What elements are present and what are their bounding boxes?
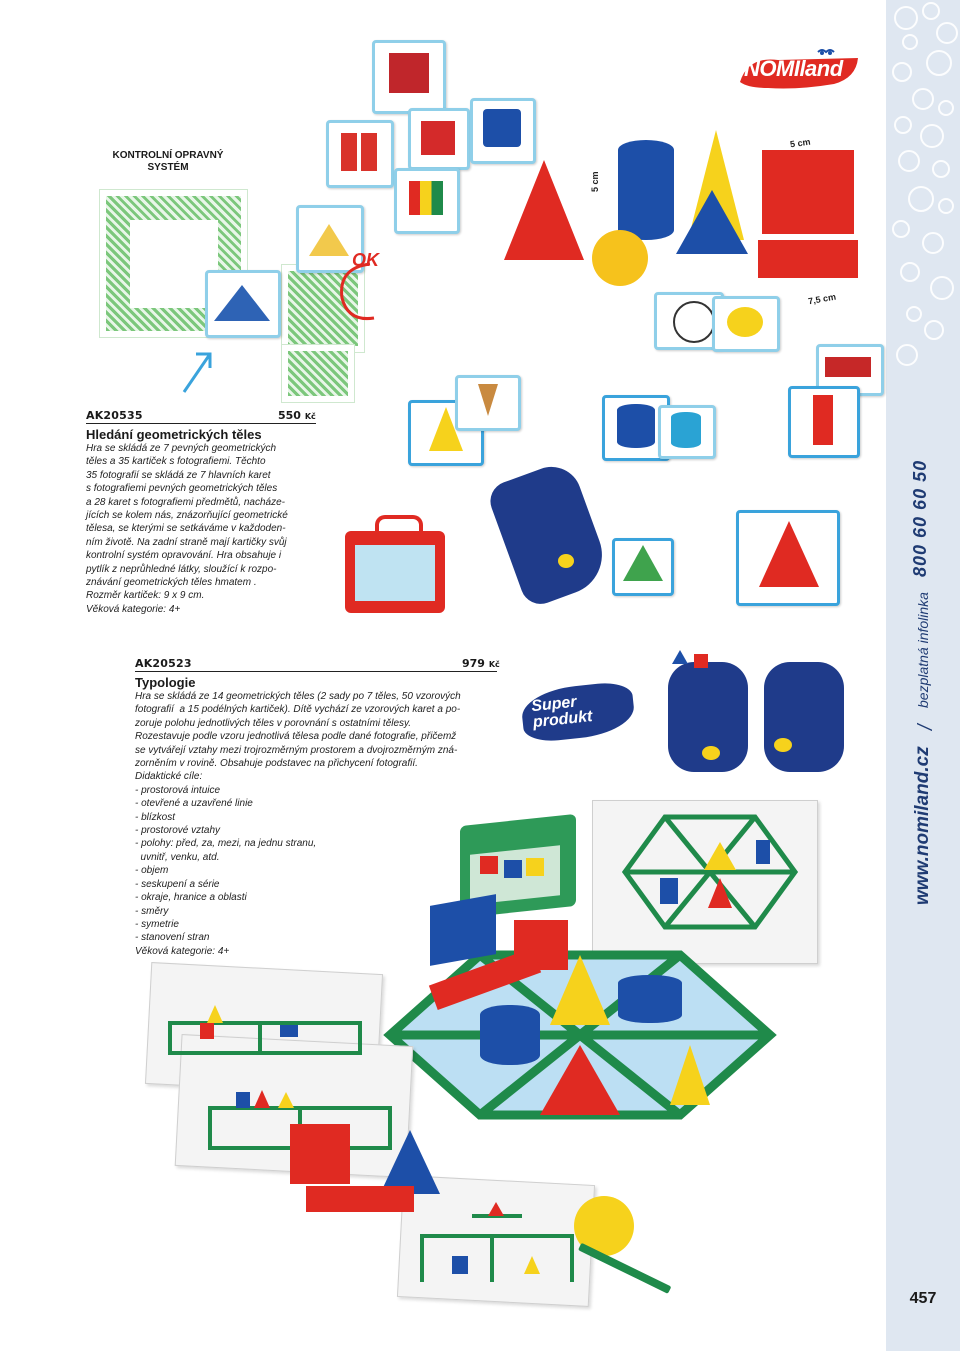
stick-layout-1 (160, 995, 370, 1065)
page-number: 457 (909, 1290, 937, 1307)
description-line: kontrolní systém opravování. Hra obsahuje i (86, 550, 282, 562)
description-line: a 28 karet s fotografiemi předmětů, nacháze- (86, 496, 285, 508)
case-photo (345, 515, 445, 615)
description-line: 35 fotografií se skládá ze 7 hlavních karet (86, 469, 271, 481)
super-product-badge (522, 686, 634, 738)
bubble-decoration (924, 320, 944, 340)
green-stick (578, 1243, 671, 1294)
divider-line (86, 423, 316, 424)
bubble-decoration (892, 62, 912, 82)
bubble-decoration (922, 232, 944, 254)
description-line: - prostorová intuice (135, 784, 221, 796)
product-title: Typologie (135, 675, 196, 690)
bubble-decoration (900, 262, 920, 282)
description-line: Hra se skládá ze 14 geometrických těles (2 sady po 7 těles, 50 vzorových (135, 691, 461, 702)
bubble-decoration (938, 100, 954, 116)
divider-line (135, 671, 497, 672)
product-description (86, 442, 316, 616)
red-cube-solid (290, 1124, 350, 1184)
description-line: těles a 35 kartiček s fotografiemi. Těchto (86, 456, 266, 468)
two-bags-photo (668, 650, 858, 790)
bubble-decoration (906, 306, 922, 322)
bubble-decoration (920, 124, 944, 148)
bubble-decoration (926, 50, 952, 76)
description-line: - seskupení a série (135, 878, 220, 890)
dimension-label: 5 cm (789, 136, 812, 150)
control-system-label: KONTROLNÍ OPRAVNÝ SYSTÉM (112, 150, 224, 173)
yellow-sphere (592, 230, 648, 286)
bubble-decoration (922, 2, 940, 20)
red-cuboid (758, 240, 858, 278)
product-price (462, 657, 500, 670)
dimension-label: 7,5 cm (807, 291, 837, 307)
infoline-label: bezplatná infolinka (915, 592, 931, 708)
bubble-decoration (898, 150, 920, 172)
hexagon-stick-layout (620, 812, 800, 932)
bubble-decoration (932, 160, 950, 178)
photo-card-present (326, 120, 394, 188)
photo-card-pyramid (736, 510, 840, 606)
description-line: fotografií a 15 podélných kartiček). Dítě vychází ze vzorových karet a po- (135, 704, 461, 716)
photo-card-cuboid (788, 386, 860, 458)
price-value: 550 (278, 409, 301, 422)
dimension-label: 5 cm (590, 171, 600, 192)
description-line: - stanovení stran (135, 932, 210, 944)
bubble-decoration (892, 220, 910, 238)
description-line: - symetrie (135, 918, 179, 930)
description-line: zorněním v rovině. Obsahuje podstavec na přichycení fotografií. (135, 758, 418, 770)
red-cube (762, 150, 854, 234)
blue-cylinder (618, 140, 674, 240)
description-line: Hra se skládá ze 7 pevných geometrických (86, 443, 277, 454)
description-line: pytlík z neprůhledné látky, sloužící k rozpo- (86, 563, 277, 575)
stick-layout-3 (412, 1196, 582, 1292)
infoline-number[interactable]: 800 60 60 50 (910, 459, 930, 577)
photo-card-layered-cone (612, 538, 674, 596)
super-product-text: Super produkt (530, 693, 594, 732)
description-line: ním životě. Na zadní straně mají kartičky svůj (86, 536, 287, 548)
description-line: - okraje, hranice a oblasti (135, 892, 247, 904)
product-title: Hledání geometrických těles (86, 427, 262, 442)
bubble-decoration (938, 198, 954, 214)
red-pyramid (504, 160, 584, 260)
description-line: se vytvářejí vztahy mezi trojrozměrným prostorem a dvojrozměrným zná- (135, 744, 458, 756)
description-line: Věková kategorie: 4+ (86, 603, 181, 615)
description-line: - prostorové vztahy (135, 825, 221, 837)
price-currency: Kč (488, 660, 500, 669)
photo-card-lemon (712, 296, 780, 352)
product-price (278, 409, 316, 422)
separator-slash: / (915, 724, 937, 730)
description-line: jících se kolem nás, znázorňující geometrické (86, 510, 288, 522)
photo-card-rubik-cube (394, 168, 460, 234)
photo-card-tin (658, 405, 716, 459)
description-line: uvnitř, venku, atd. (135, 851, 220, 863)
bubble-decoration (908, 186, 934, 212)
description-line: Rozměr kartiček: 9 x 9 cm. (86, 590, 205, 602)
bubble-decoration (902, 34, 918, 50)
ok-mark: OK (352, 250, 379, 270)
blue-prism (676, 190, 748, 254)
product-code: AK20535 (86, 409, 143, 422)
fabric-bag-photo (498, 470, 608, 600)
bubble-decoration (894, 6, 918, 30)
bubble-decoration (894, 116, 912, 134)
photo-card-red-cube (408, 108, 470, 170)
description-line: tělesa, se kterými se setkáváme v každoden- (86, 523, 286, 535)
description-line: znávání geometrických těles hmatem . (86, 577, 257, 589)
bubble-decoration (912, 88, 934, 110)
description-line: - otevřené a uzavřené linie (135, 798, 253, 810)
product-code: AK20523 (135, 657, 192, 670)
blue-prism-solid (380, 1130, 440, 1194)
description-line: - směry (135, 905, 169, 917)
photo-card-tent (205, 270, 281, 338)
price-currency: Kč (304, 412, 316, 421)
bubble-decoration (936, 22, 958, 44)
pointer-arrow-icon (180, 348, 216, 396)
blue-prism-solid (430, 894, 496, 966)
description-line: - polohy: před, za, mezi, na jednu stranu, (135, 838, 317, 850)
description-line: Rozestavuje podle vzoru jednotlivá tělesa podle dané fotografie, přičemž (135, 731, 457, 743)
control-card-back (282, 345, 354, 402)
ok-circle-arrow (330, 258, 390, 328)
price-value: 979 (462, 657, 485, 670)
big-hexagon-photo (380, 945, 780, 1125)
bubble-decoration (896, 344, 918, 366)
description-line: Didaktické cíle: (135, 771, 203, 783)
description-line: s fotografiemi pevných geometrických těles (86, 483, 278, 495)
bubble-decoration (930, 276, 954, 300)
photo-card-ice-cream (455, 375, 521, 431)
description-line: - blízkost (135, 811, 176, 823)
red-cuboid-solid (306, 1186, 414, 1212)
website-url[interactable]: www.nomiland.cz (912, 746, 933, 905)
photo-card-gift-box (372, 40, 446, 114)
description-line: zoruje polohu jednotlivých těles v porovnání s ostatními tělesy. (135, 717, 412, 729)
description-line: - objem (135, 865, 169, 877)
logo-text: NOMIland (744, 56, 843, 81)
description-line: Věková kategorie: 4+ (135, 945, 230, 957)
